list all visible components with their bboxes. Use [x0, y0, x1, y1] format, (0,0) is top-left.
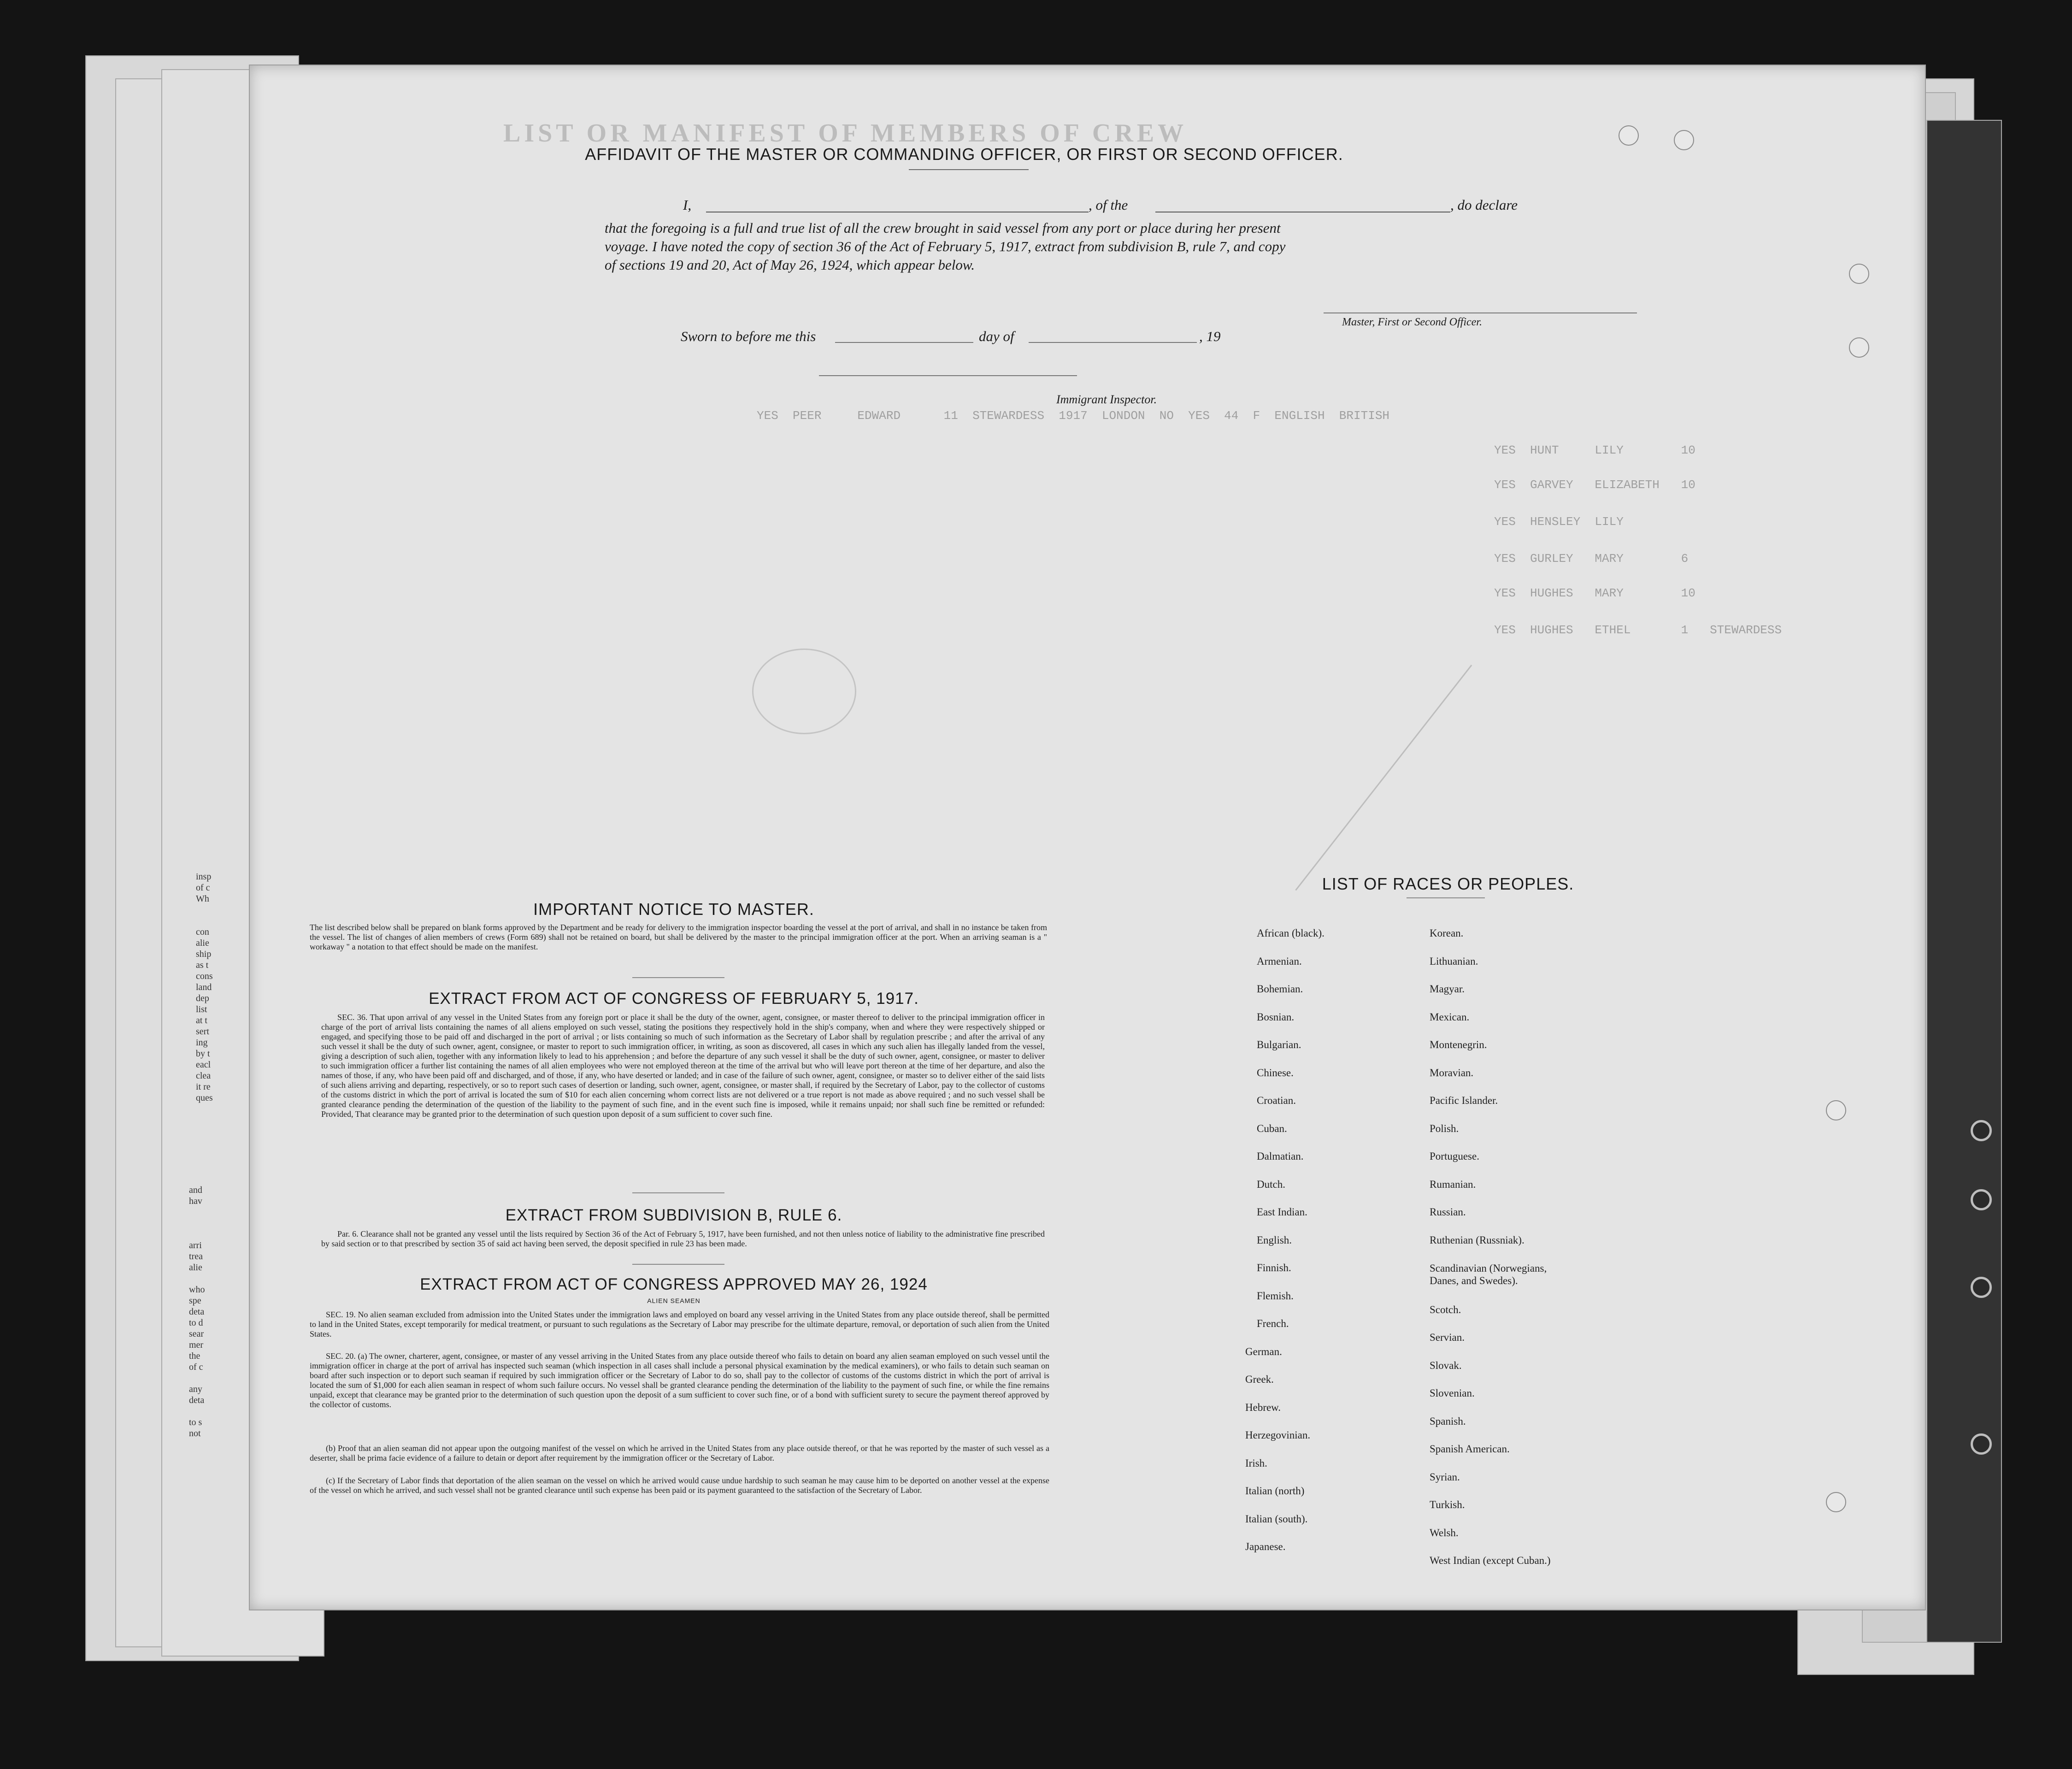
punch-hole	[1826, 1100, 1846, 1120]
races-title: LIST OF RACES OR PEOPLES.	[1322, 874, 1574, 893]
punch-hole	[1619, 125, 1639, 146]
extract-1924-sec19: SEC. 19. No alien seaman excluded from admission into the United States under the immigration laws and employed on board any vessel arriving in the United States from any place outside thereof, shall be permitted to land in the United States, except temporarily for medical treatment, or pursuant to such regulations as the Secretary of Labor may prescribe for the ultimate departure, removal, or deportation of such alien from the United States.	[310, 1310, 1049, 1339]
race-item: Slovenian.	[1430, 1387, 1475, 1399]
race-item: West Indian (except Cuban.)	[1430, 1555, 1551, 1566]
race-item: Korean.	[1430, 927, 1464, 939]
race-item: Chinese.	[1257, 1067, 1294, 1079]
margin-fragments: insp of c Wh con alie ship as t cons land dep list at t sert ing by t eacl clea it re ques	[196, 872, 213, 1103]
inspector-signature-line	[819, 375, 1077, 376]
notice-body: The list described below shall be prepared on blank forms approved by the Department and be ready for delivery to the immigration inspector boarding the vessel at the port of arrival, and shall in no instance be taken from the vessel. The list of changes of alien members of crews (Form 689) shall not be retained on board, but shall be delivered by the master to the principal immigration officer at the port. When an arriving seaman is a " workaway " a notation to that effect should be made on the manifest.	[310, 923, 1047, 951]
bleed-through-row: YES GURLEY MARY 6	[1494, 552, 1689, 566]
extract-divider	[632, 1264, 724, 1265]
race-item: Moravian.	[1430, 1067, 1474, 1079]
race-item: Mexican.	[1430, 1011, 1470, 1023]
affidavit-declare: , do declare	[1450, 197, 1518, 213]
race-item: Armenian.	[1257, 955, 1302, 967]
race-item: French.	[1257, 1318, 1289, 1329]
bleed-through-header: LIST OR MANIFEST OF MEMBERS OF CREW	[503, 119, 1188, 147]
race-item: German.	[1245, 1345, 1282, 1357]
race-item: Spanish.	[1430, 1415, 1466, 1427]
race-item: Bohemian.	[1257, 983, 1303, 995]
binder-hole	[1971, 1120, 1992, 1141]
binding-strip	[1926, 120, 2002, 1643]
faint-oval-stamp	[752, 649, 856, 734]
extract-1917-body: SEC. 36. That upon arrival of any vessel in the United States from any foreign port or place it shall be the duty of the owner, agent, consignee, or master thereof to deliver to the principal immigration officer in charge of the port of arrival lists containing the names of all aliens employed on such vessel, stating the positions they respectively hold in the ship's company, when and where they were respectively shipped or engaged, and specifying those to be paid off and discharged in the port of arrival ; or lists containing so much of such information as the Secretary of Labor shall by regulation prescribe ; and after the arrival of any such vessel it shall be the duty of such owner, agent, consignee, or master to report to such immigration officer, in writing, as soon as discovered, all cases in which any such alien has illegally landed from the vessel, giving a description of such alien, together with any information likely to lead to his apprehension ; and before the departure of any such vessel it shall be the duty of such owner, agent, consignee, or master to deliver to such immigration officer a further list containing the names of all alien employees who were not employed thereon at the time of the arrival but who will leave port thereon at the time of her departure, and also the names of those, if any, who have been paid off and discharged, and of those, if any, who have deserted or landed; and in case of the failure of such owner, agent, consignee, or master so to deliver either of the said lists of such aliens arriving and departing, respectively, or so to report such cases of desertion or landing, such owner, agent, consignee, or master shall, if required by the Secretary of Labor, pay to the collector of customs of the customs district in which the port of arrival is located the sum of $10 for each alien concerning whom correct lists are not delivered or a true report is not made as above required ; and no such vessel shall be granted clearance pending the determination of the question of the liability to the payment of such fine, and in the event such fine is imposed, while it remains unpaid; nor shall such fine be remitted or refunded: Provided, That clearance may be granted prior to the determination of such question upon deposit of a sum sufficient to cover such fine.	[321, 1013, 1045, 1119]
extract-rule6-title: EXTRACT FROM SUBDIVISION B, RULE 6.	[505, 1206, 842, 1224]
race-item: Slovak.	[1430, 1359, 1462, 1371]
bleed-through-row: YES HUNT LILY 10	[1494, 443, 1695, 457]
day-of: day of	[979, 328, 1014, 344]
race-item: Bosnian.	[1257, 1011, 1295, 1023]
race-item: Flemish.	[1257, 1290, 1294, 1302]
race-item: Hebrew.	[1245, 1401, 1281, 1413]
margin-fragments-2: and hav arri trea alie who spe deta to d sear mer the of c any deta to s not	[189, 1185, 205, 1439]
notice-divider	[632, 977, 724, 978]
extract-1924-sec20c: (c) If the Secretary of Labor finds that deportation of the alien seaman on the vessel on which he arrived would cause undue hardship to such seaman he may cause him to be deported on another vessel at the expense of the vessel on which he arrived, and such vessel shall not be granted clearance until such expense has been paid or its payment guaranteed to the satisfaction of the Secretary of Labor.	[310, 1476, 1049, 1495]
extract-1924-title: EXTRACT FROM ACT OF CONGRESS APPROVED MAY 26, 1924	[420, 1275, 928, 1293]
race-item: Syrian.	[1430, 1471, 1460, 1483]
race-item: Italian (south).	[1245, 1513, 1308, 1525]
affidavit-of-the: , of the	[1089, 197, 1128, 213]
sworn-year: , 19	[1199, 328, 1221, 344]
race-item: Turkish.	[1430, 1499, 1465, 1510]
punch-hole	[1849, 337, 1869, 358]
sworn-text: Sworn to before me this	[681, 328, 816, 344]
bleed-through-row: YES GARVEY ELIZABETH 10	[1494, 478, 1695, 492]
race-item: Rumanian.	[1430, 1178, 1476, 1190]
bleed-through-row: YES HUGHES ETHEL 1 STEWARDESS	[1494, 623, 1782, 637]
race-item: Scandinavian (Norwegians, Danes, and Swedes).	[1430, 1262, 1547, 1286]
race-item: Finnish.	[1257, 1262, 1291, 1274]
binder-hole	[1971, 1277, 1992, 1298]
inspector-label: Immigrant Inspector.	[1056, 393, 1157, 406]
race-item: Welsh.	[1430, 1527, 1459, 1539]
sworn-month-blank	[1029, 342, 1197, 343]
race-item: Bulgarian.	[1257, 1039, 1301, 1050]
affidavit-divider	[909, 169, 1029, 170]
extract-divider	[632, 1192, 724, 1193]
notice-title: IMPORTANT NOTICE TO MASTER.	[533, 900, 814, 919]
affidavit-line2: that the foregoing is a full and true list of all the crew brought in said vessel from any port or place during her present	[605, 220, 1281, 236]
affidavit-i: I,	[683, 197, 692, 213]
race-item: Herzegovinian.	[1245, 1429, 1311, 1441]
bleed-through-row: YES PEER EDWARD 11 STEWARDESS 1917 LONDON NO YES 44 F ENGLISH BRITISH	[757, 409, 1390, 423]
race-item: Irish.	[1245, 1457, 1267, 1469]
race-item: East Indian.	[1257, 1206, 1307, 1218]
race-item: English.	[1257, 1234, 1292, 1246]
extract-1924-sec20a: SEC. 20. (a) The owner, charterer, agent, consignee, or master of any vessel arriving in the United States from any place outside thereof who fails to detain on board any alien seaman employed on such vessel until the immigration officer in charge at the port of arrival has inspected such seaman (which inspection in all cases shall include a personal physical examination by the medical examiners), or who fails to detain such seaman on board after such inspection or to deport such seaman if required by such immigration officer or the Secretary of Labor to do so, shall pay to the collector of customs of the customs district in which the port of arrival is located the sum of $1,000 for each alien seaman in respect of whom such failure occurs. No vessel shall be granted clearance pending the determination of the liability to the payment of such fine, or while the fine remains unpaid, except that clearance may be granted prior to the determination of such question upon the deposit of a sum sufficient to cover such fine, or of a bond with sufficient surety to secure the payment thereof approved by the collector of customs.	[310, 1351, 1049, 1409]
race-item: Lithuanian.	[1430, 955, 1478, 967]
race-item: Scotch.	[1430, 1303, 1461, 1315]
punch-hole	[1826, 1492, 1846, 1512]
page-crease	[1295, 665, 1472, 890]
extract-1924-subtitle: ALIEN SEAMEN	[647, 1297, 700, 1304]
race-item: Russian.	[1430, 1206, 1466, 1218]
race-item: Ruthenian (Russniak).	[1430, 1234, 1525, 1246]
race-item: Italian (north)	[1245, 1485, 1305, 1497]
affidavit-line4: of sections 19 and 20, Act of May 26, 1924, which appear below.	[605, 257, 975, 273]
race-item: Cuban.	[1257, 1122, 1287, 1134]
binder-hole	[1971, 1189, 1992, 1210]
races-divider	[1407, 897, 1485, 898]
race-item: Dalmatian.	[1257, 1150, 1304, 1162]
race-item: African (black).	[1257, 927, 1324, 939]
race-item: Polish.	[1430, 1122, 1459, 1134]
race-item: Magyar.	[1430, 983, 1465, 995]
bleed-through-row: YES HENSLEY LILY	[1494, 515, 1624, 529]
manifest-page	[249, 65, 1926, 1610]
race-item: Greek.	[1245, 1374, 1274, 1385]
race-item: Servian.	[1430, 1332, 1465, 1343]
affidavit-title: AFFIDAVIT OF THE MASTER OR COMMANDING OFFICER, OR FIRST OR SECOND OFFICER.	[585, 145, 1343, 164]
extract-1924-sec20b: (b) Proof that an alien seaman did not appear upon the outgoing manifest of the vessel on which he arrived in the United States from any place outside thereof, or that he was reported by the master of such vessel as a deserter, shall be prima facie evidence of a failure to detain or deport after requirement by the immigration officer or the Secretary of Labor.	[310, 1444, 1049, 1462]
sworn-day-blank	[835, 342, 973, 343]
punch-hole	[1674, 130, 1694, 150]
race-item: Montenegrin.	[1430, 1039, 1487, 1050]
extract-rule6-body: Par. 6. Clearance shall not be granted any vessel until the lists required by Section 36 of the Act of February 5, 1917, have been furnished, and not then unless notice of liability to the administrative fine prescribed by said section or to that prescribed by section 35 of said act having been served, the deposit specified in rule 23 has been made.	[321, 1229, 1045, 1248]
race-item: Spanish American.	[1430, 1443, 1510, 1455]
binder-hole	[1971, 1433, 1992, 1455]
race-item: Japanese.	[1245, 1541, 1286, 1552]
affidavit-line1	[683, 197, 1651, 215]
extract-1917-title: EXTRACT FROM ACT OF CONGRESS OF FEBRUARY 5, 1917.	[429, 990, 919, 1008]
race-item: Croatian.	[1257, 1095, 1296, 1106]
punch-hole	[1849, 264, 1869, 284]
affidavit-line3: voyage. I have noted the copy of section 36 of the Act of February 5, 1917, extract from subdivision B, rule 7, and copy	[605, 238, 1286, 254]
race-item: Portuguese.	[1430, 1150, 1479, 1162]
race-item: Pacific Islander.	[1430, 1095, 1498, 1106]
master-label: Master, First or Second Officer.	[1342, 316, 1482, 328]
race-item: Dutch.	[1257, 1178, 1285, 1190]
bleed-through-row: YES HUGHES MARY 10	[1494, 586, 1695, 600]
